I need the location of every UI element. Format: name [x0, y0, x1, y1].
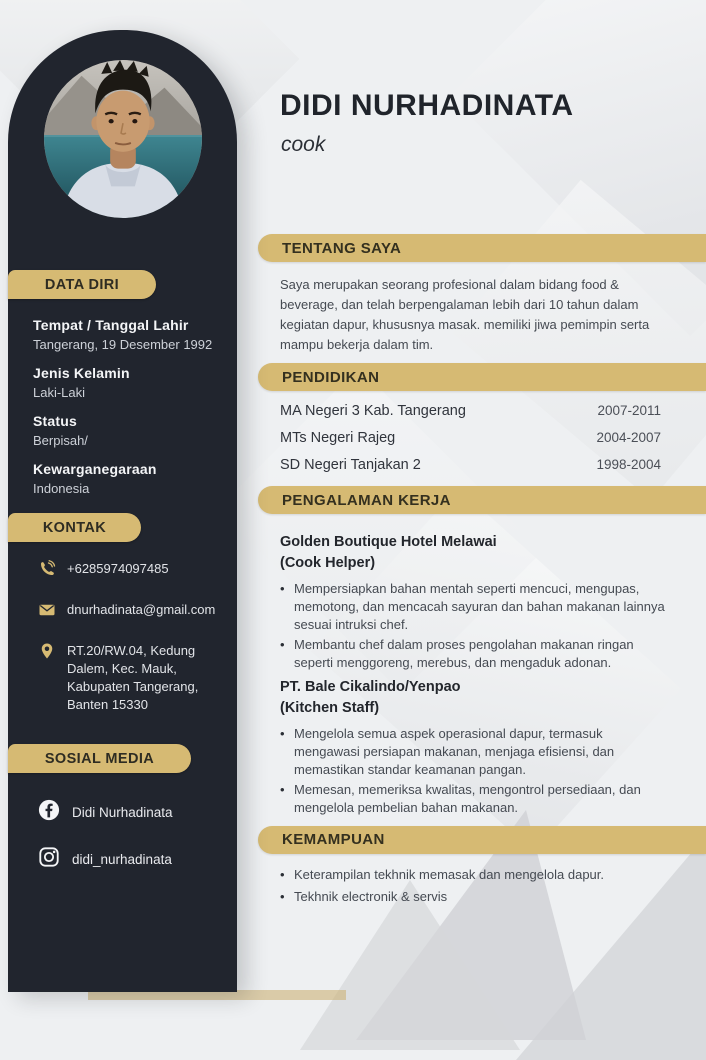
- instagram-handle: didi_nurhadinata: [72, 852, 172, 867]
- contact-email: [38, 601, 223, 624]
- education-list: [280, 403, 661, 473]
- field-birth: [33, 316, 219, 353]
- location-pin-icon: [38, 642, 56, 665]
- school-years: 2004-2007: [596, 430, 661, 445]
- contact-list: [38, 560, 223, 714]
- pendidikan-heading: PENDIDIKAN: [282, 368, 380, 386]
- page-title-name: DIDI NURHADINATA: [280, 89, 574, 122]
- avatar: [44, 60, 202, 218]
- main-content: [258, 0, 706, 910]
- education-row: [280, 457, 661, 473]
- skills-list: [294, 866, 668, 906]
- mail-icon: [38, 601, 56, 624]
- field-label: Kewarganegaraan: [33, 461, 157, 477]
- pengalaman-kerja-heading: PENGALAMAN KERJA: [282, 491, 451, 509]
- social-list: [38, 799, 223, 873]
- contact-address: [38, 642, 223, 714]
- job-1-role: (Cook Helper): [280, 555, 376, 571]
- skill-item: • Keterampilan tekhnik memasak dan mengelola dapur.: [294, 866, 668, 884]
- email-address: dnurhadinata@gmail.com: [67, 602, 216, 617]
- education-row: [280, 403, 661, 419]
- contact-phone: [38, 560, 223, 583]
- section-header-pengalaman-kerja: [258, 486, 706, 514]
- instagram-icon: [38, 846, 60, 873]
- school-years: 1998-2004: [596, 457, 661, 472]
- personal-data-fields: [33, 316, 219, 497]
- section-badge-data-diri: [8, 270, 156, 299]
- job-bullet: • Memesan, memeriksa kwalitas, mengontrol persediaan, dan mengelola pembelian bahan makanan.: [294, 781, 668, 817]
- phone-icon: [38, 560, 56, 583]
- skill-item: • Tekhnik electronik & servis: [294, 888, 668, 906]
- address-text: RT.20/RW.04, Kedung Dalem, Kec. Mauk, Kabupaten Tangerang, Banten 15330: [67, 643, 199, 712]
- sosial-media-heading: SOSIAL MEDIA: [44, 750, 155, 767]
- school-name: MA Negeri 3 Kab. Tangerang: [280, 403, 466, 419]
- school-name: MTs Negeri Rajeg: [280, 430, 396, 446]
- field-gender: [33, 364, 219, 401]
- field-status: [33, 412, 219, 449]
- job-2-role: (Kitchen Staff): [280, 699, 380, 716]
- job-2-company: PT. Bale Cikalindo/Yenpao: [280, 678, 461, 695]
- section-header-pendidikan: [258, 363, 706, 391]
- field-label: Tempat / Tanggal Lahir: [33, 317, 189, 333]
- section-header-kemampuan: [258, 826, 706, 854]
- field-nationality: [33, 460, 219, 497]
- kemampuan-heading: KEMAMPUAN: [282, 831, 385, 849]
- section-badge-sosial-media: [8, 744, 191, 773]
- school-years: 2007-2011: [597, 403, 661, 418]
- job-bullet: • Mempersiapkan bahan mentah seperti mencuci, mengupas, memotong, dan mencacah sayuran dan bahan makanan lainnya sesuai intruksi chef.: [294, 580, 668, 633]
- social-facebook: [38, 799, 223, 826]
- job-2-title: [280, 677, 661, 719]
- field-label: Jenis Kelamin: [33, 365, 130, 381]
- job-bullet: • Membantu chef dalam proses pengolahan makanan ringan seperti menggoreng, merebus, dan mengaduk adonan.: [294, 636, 668, 672]
- job-1-title: [280, 532, 661, 574]
- field-value: Berpisah/: [33, 433, 88, 448]
- social-instagram: [38, 846, 223, 873]
- school-name: SD Negeri Tanjakan 2: [280, 457, 421, 473]
- kontak-heading: KONTAK: [42, 519, 107, 536]
- job-bullet: • Mengelola semua aspek operasional dapur, termasuk mengawasi persiapan makanan, menjaga efisiensi, dan memastikan standar keamanan pangan.: [294, 725, 668, 778]
- job-title: cook: [281, 133, 326, 156]
- job-1-bullets: [294, 580, 668, 672]
- field-label: Status: [33, 413, 77, 429]
- facebook-handle: Didi Nurhadinata: [72, 805, 173, 820]
- phone-number: +6285974097485: [67, 561, 169, 576]
- field-value: Laki-Laki: [33, 385, 86, 400]
- job-1-company: Golden Boutique Hotel Melawai: [280, 534, 497, 550]
- field-value: Tangerang, 19 Desember 1992: [33, 337, 213, 352]
- about-paragraph: Saya merupakan seorang profesional dalam bidang food & beverage, dan telah berpengalaman lebih dari 10 tahun dalam kegiatan dapur, khususnya masak. memiliki jiwa pemimpin serta mampu bekerja dalam tim.: [280, 277, 650, 352]
- job-2-bullets: [294, 725, 668, 817]
- sidebar: [8, 30, 237, 992]
- section-header-tentang-saya: [258, 234, 706, 262]
- profile-photo-illustration: [44, 60, 202, 218]
- facebook-icon: [38, 799, 60, 826]
- education-row: [280, 430, 661, 446]
- section-badge-kontak: [8, 513, 141, 542]
- data-diri-heading: DATA DIRI: [44, 276, 120, 293]
- field-value: Indonesia: [33, 481, 90, 496]
- tentang-saya-heading: TENTANG SAYA: [282, 239, 402, 257]
